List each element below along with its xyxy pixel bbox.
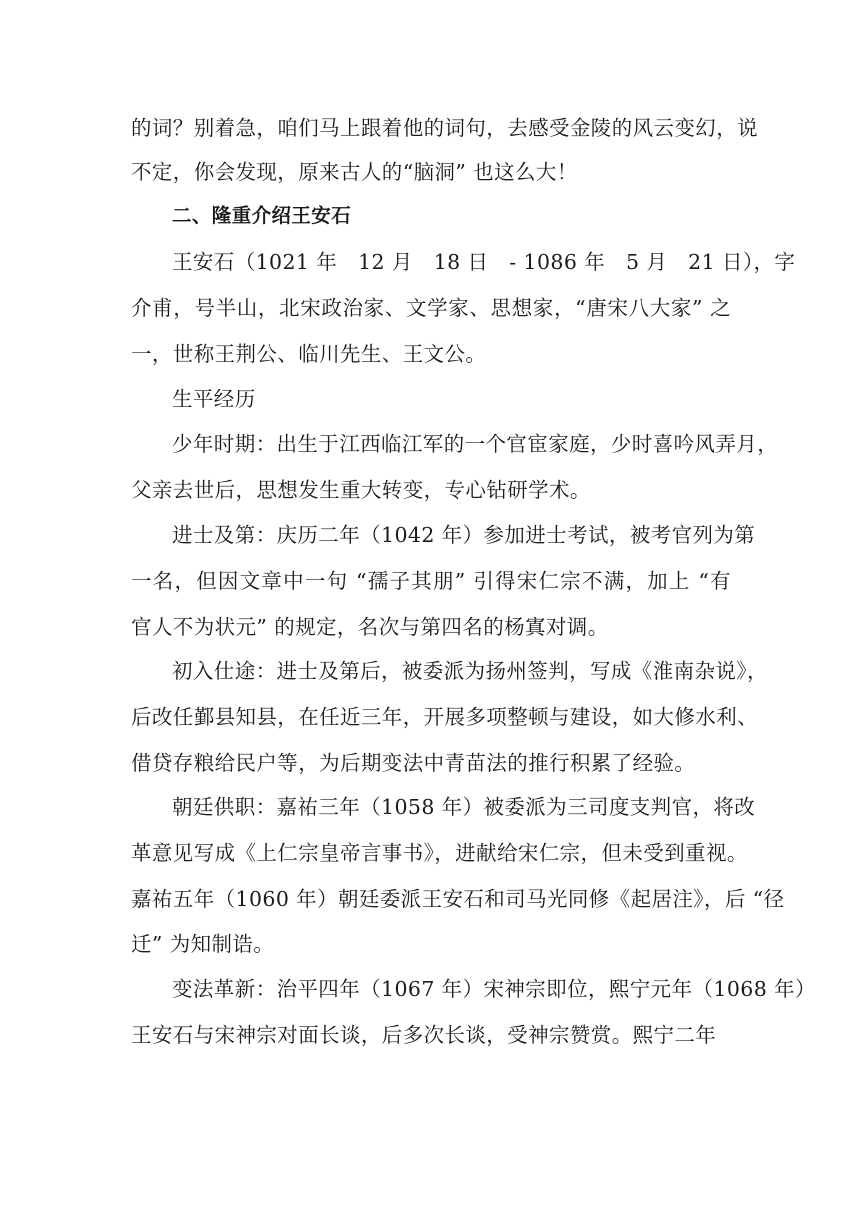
court-line-3: 嘉祐五年（1060 年）朝廷委派王安石和司马光同修《起居注》，后 “径	[131, 887, 785, 911]
early-career-line-2: 后改任鄞县知县，在任近三年，开展多项整顿与建设，如大修水利、	[131, 705, 758, 729]
reform-line-2: 王安石与宋神宗对面长谈，后多次长谈，受神宗赞赏。熙宁二年	[131, 1023, 717, 1047]
bio-line-1: 王安石（1021 年 12 月 18 日 - 1086 年 5 月 21 日），字	[172, 250, 796, 274]
court-line-2: 革意见写成《上仁宗皇帝言事书》，进献给宋仁宗，但未受到重视。	[131, 841, 748, 865]
bio-line-3: 一，世称王荆公、临川先生、王文公。	[131, 342, 487, 366]
court-line-1: 朝廷供职：嘉祐三年（1058 年）被委派为三司度支判官，将改	[172, 795, 756, 819]
early-career-line-3: 借贷存粮给民户等，为后期变法中青苗法的推行积累了经验。	[131, 751, 696, 775]
early-career-line-1: 初入仕途：进士及第后，被委派为扬州签判，写成《淮南杂说》，	[172, 659, 768, 683]
exam-line-2: 一名，但因文章中一句 “孺子其朋” 引得宋仁宗不满，加上 “有	[131, 569, 731, 593]
exam-line-1: 进士及第：庆历二年（1042 年）参加进士考试，被考官列为第	[172, 523, 756, 547]
youth-line-2: 父亲去世后，思想发生重大转变，专心钻研学术。	[131, 478, 591, 502]
youth-line-1: 少年时期：出生于江西临江军的一个官宦家庭，少时喜吟风弄月，	[172, 432, 779, 456]
reform-line-1: 变法革新：治平四年（1067 年）宋神宗即位，熙宁元年（1068 年）	[172, 977, 816, 1001]
court-line-4: 迁” 为知制诰。	[131, 932, 275, 956]
intro-line-1: 的词？别着急，咱们马上跟着他的词句，去感受金陵的风云变幻，说	[131, 116, 758, 140]
intro-line-2: 不定，你会发现，原来古人的“脑洞” 也这么大！	[131, 160, 578, 184]
section-heading: 二、隆重介绍王安石	[172, 204, 352, 227]
exam-line-3: 官人不为状元” 的规定，名次与第四名的杨寘对调。	[131, 615, 609, 639]
career-title: 生平经历	[172, 387, 256, 411]
bio-line-2: 介甫，号半山，北宋政治家、文学家、思想家，“唐宋八大家” 之	[131, 296, 731, 320]
